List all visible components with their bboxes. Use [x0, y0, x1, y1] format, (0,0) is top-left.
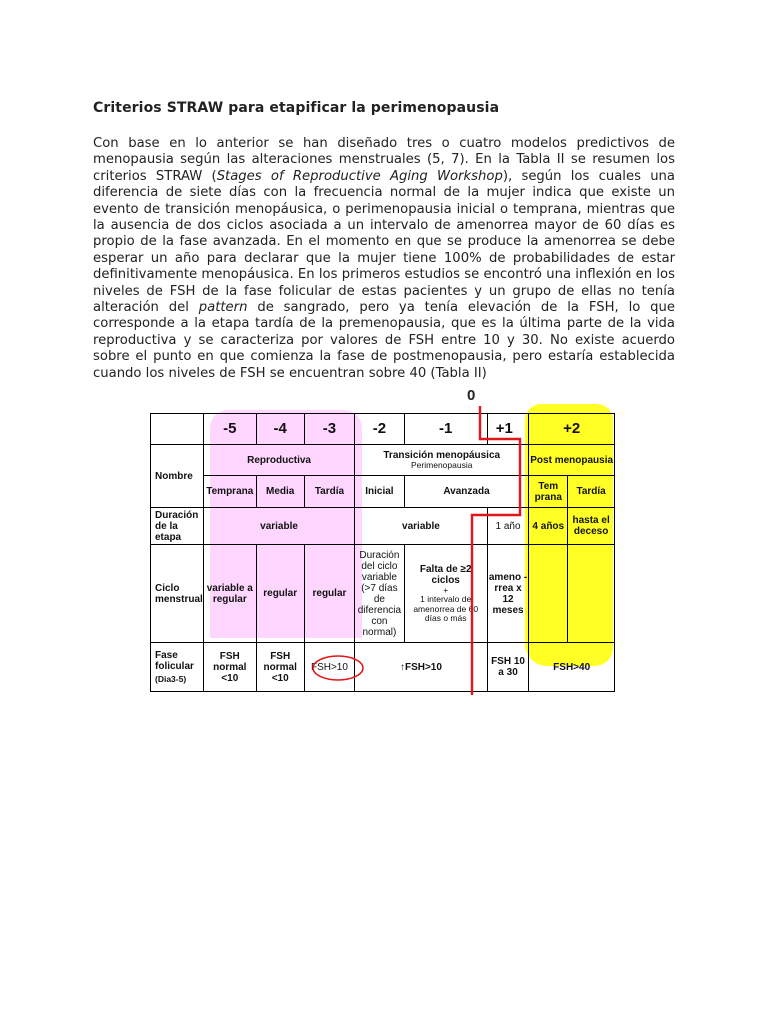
table-annotations [150, 392, 615, 694]
paragraph-text-2: ), según los cuales una diferencia de siete días con la frecuencia normal de la mujer indica que existe un evento de transición menopáusica, o perimenopausia inicial o temprana, mientras que la ausencia de dos ciclos asociada a un intervalo de amenorrea mayor de 60 días es propio de la fase avanzada. En el momento en que se produce la amenorrea se debe esperar un año para declarar que la mujer tiene 100% de probabilidades de estar definitivamente menopáusica. En los primeros estudios se encontró una inflexión en los niveles de FSH de la fase folicular de estas pacientes y un grupo de ellas no tenía alteración del [93, 168, 675, 316]
subname-cell: Avanzada [404, 476, 529, 508]
row-label-duracion: Duración de la etapa [151, 508, 204, 545]
row-label-fase-sub: (Dia3-5) [155, 673, 187, 684]
duration-cell: variable [355, 508, 488, 545]
straw-table-figure [150, 387, 615, 694]
paragraph-italic-1: Stages of Reproductive Aging Workshop [216, 168, 503, 184]
fsh-circle [313, 656, 363, 680]
cycle-cell: regular [304, 545, 354, 643]
group-reproductiva: Reproductiva [203, 445, 354, 476]
duration-cell: variable [203, 508, 354, 545]
subname-cell: Tardía [568, 476, 615, 508]
row-label-ciclo: Ciclo menstrual [151, 545, 204, 643]
duration-cell: 4 años [529, 508, 568, 545]
row-label-nombre: Nombre [151, 445, 204, 508]
paragraph-text-1: Con base en lo anterior se han diseñado tres o cuatro modelos predictivos de menopausia según las alteraciones menstruales (5, 7). En la Tabla II se resumen los criterios STRAW ( [93, 136, 675, 184]
fsh-cell: FSH 10 a 30 [487, 643, 529, 692]
fsh-cell: FSH normal <10 [256, 643, 304, 692]
subname-cell: Tem prana [529, 476, 568, 508]
cycle-c5-plus: + [443, 584, 449, 595]
stage-cell: -4 [256, 414, 304, 445]
cycle-cell: variable a regular [203, 545, 256, 643]
stage-cell: -3 [304, 414, 354, 445]
body-paragraph [93, 136, 675, 382]
transicion-label: Transición menopáusica [383, 449, 501, 461]
fsh-cell: FSH>40 [529, 643, 615, 692]
subname-cell: Tardía [304, 476, 354, 508]
zero-marker: 0 [467, 387, 476, 404]
fsh-cell: FSH>10 [304, 643, 354, 692]
stage-cell: -1 [404, 414, 487, 445]
stage-cell: -5 [203, 414, 256, 445]
cycle-cell: Duración del ciclo variable (>7 días de diferencia con normal) [355, 545, 405, 643]
cycle-cell: ameno -rrea x 12 meses [487, 545, 529, 643]
paragraph-italic-2: pattern [198, 300, 248, 316]
stage-cell: +2 [529, 414, 615, 445]
subname-cell: Temprana [203, 476, 256, 508]
paragraph-text-3: de sangrado, pero ya tenía elevación de la FSH, lo que corresponde a la etapa tardía de la premenopausia, que es la última parte de la vida reproductiva y se caracteriza por valores de FSH entre 10 y 30. No existe acuerdo sobre el punto en que comienza la fase de postmenopausia, pero estaría establecida cuando los niveles de FSH se encuentran sobre 40 (Tabla II) [93, 300, 676, 381]
fsh-cell: FSH normal <10 [203, 643, 256, 692]
menopause-marker-line [472, 406, 520, 695]
group-post: Post menopausia [529, 445, 615, 476]
duration-cell: 1 año [487, 508, 529, 545]
perimenopausia-label: Perimenopausia [411, 459, 473, 470]
cycle-cell: regular [256, 545, 304, 643]
duration-cell: hasta el deceso [568, 508, 615, 545]
section-heading: Criterios STRAW para etapificar la perimenopausia [93, 100, 500, 116]
subname-cell: Inicial [355, 476, 405, 508]
subname-cell: Media [256, 476, 304, 508]
cycle-c5-title: Falta de ≥2 ciclos [419, 563, 472, 586]
cycle-c5-rest: 1 intervalo de amenorrea de 60 días o más [413, 594, 479, 623]
row-label-fase-text: Fase folicular [155, 649, 194, 672]
stage-cell: -2 [355, 414, 405, 445]
fsh-cell: ↑FSH>10 [355, 643, 488, 692]
stage-cell: +1 [487, 414, 529, 445]
